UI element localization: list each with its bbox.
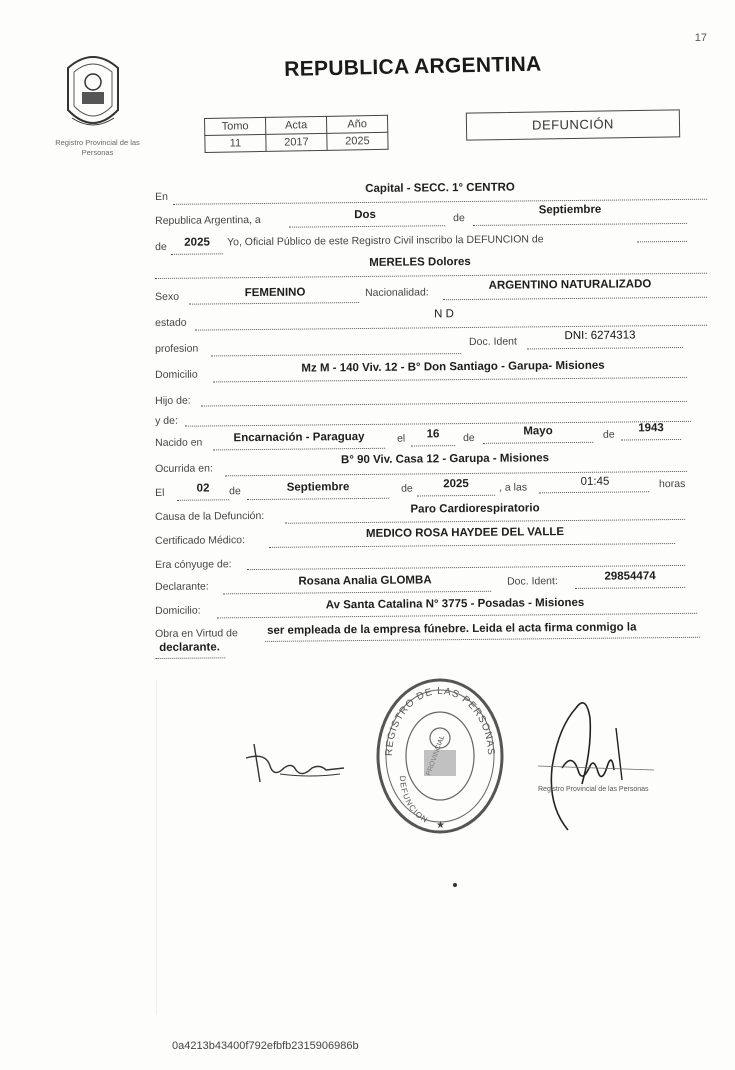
- row-fecha: [155, 475, 691, 502]
- stamp-star: ★: [436, 820, 445, 831]
- nacido-year: 1943: [638, 422, 664, 435]
- nacido-el-label: el: [396, 432, 406, 445]
- ocurrida-label: Ocurrida en:: [155, 462, 213, 475]
- estado-value: N D: [434, 308, 454, 321]
- fecha-horas-label: horas: [658, 477, 686, 491]
- causa-label: Causa de la Defunción:: [155, 509, 265, 523]
- declarante-value: Rosana Analia GLOMBA: [298, 574, 432, 588]
- row-declarante: [155, 570, 685, 596]
- profesion-label: profesion: [155, 342, 199, 355]
- act-type-box: DEFUNCIÓN: [466, 109, 680, 140]
- deceased-name: MERELES Dolores: [369, 255, 471, 269]
- row-sexo: [155, 278, 707, 306]
- year-de-label: de: [155, 240, 167, 253]
- ink-dot: [453, 883, 457, 887]
- stamp-ring-bottom: DEFUNCION: [397, 775, 430, 825]
- certificado-label: Certificado Médico:: [155, 534, 246, 547]
- declarante-label: Declarante:: [155, 580, 209, 593]
- fecha-de2-label: de: [400, 482, 413, 495]
- obra-value-line1: ser empleada de la empresa fúnebre. Leida el acta firma conmigo la: [266, 621, 637, 637]
- ocurrida-value: B° 90 Viv. Casa 12 - Garupa - Misiones: [340, 452, 550, 467]
- fecha-time: 01:45: [580, 475, 610, 488]
- stamp-ring-top: REGISTRO DE LAS PERSONAS: [383, 685, 497, 757]
- de-label: de: [453, 212, 465, 225]
- provincial-seal-logo: [62, 48, 124, 134]
- nacionalidad-label: Nacionalidad:: [364, 286, 429, 299]
- domicilio-value: Mz M - 140 Viv. 12 - B° Don Santiago - Garupa- Misiones: [301, 359, 605, 375]
- en-label: En: [155, 190, 168, 203]
- row-domicilio-declarante: [155, 597, 697, 620]
- signature-caption: Registro Provincial de las Personas: [538, 786, 649, 793]
- fecha-year: 2025: [443, 477, 469, 491]
- document-hash: 0a4213b43400f792efbfb2315906986b: [172, 1040, 359, 1052]
- nacido-de2-label: de: [602, 428, 615, 441]
- registry-stamp: [372, 676, 508, 836]
- page-number: 17: [694, 32, 707, 44]
- row-hijo-de: [155, 387, 687, 410]
- sexo-value: FEMENINO: [244, 286, 306, 300]
- row-causa: [155, 503, 685, 526]
- row-year: [155, 233, 687, 256]
- nacionalidad-value: ARGENTINO NATURALIZADO: [488, 278, 652, 292]
- logo-caption: Registro Provincial de las Personas: [55, 138, 140, 157]
- nacido-place: Encarnación - Paraguay: [233, 430, 365, 445]
- tomo-value: 11: [205, 134, 266, 152]
- act-reference-table: [204, 115, 389, 153]
- obra-label: Obra en Virtud de: [155, 627, 238, 640]
- row-obra: [155, 621, 700, 666]
- doc-ident-label: Doc. Ident: [468, 335, 517, 348]
- row-domicilio: [155, 361, 687, 384]
- acta-value: 2017: [266, 133, 327, 151]
- en-value: Capital - SECC. 1° CENTRO: [365, 181, 515, 195]
- hijo-de-label: Hijo de:: [155, 394, 191, 407]
- anio-header: Año: [326, 115, 387, 133]
- domicilio-label: Domicilio: [155, 368, 198, 381]
- declarante-doc-value: 29854474: [604, 570, 656, 583]
- month-value: Septiembre: [538, 203, 602, 217]
- declarante-doc-label: Doc. Ident:: [506, 575, 558, 588]
- domicilio2-value: Av Santa Catalina N° 3775 - Posadas - Misiones: [325, 596, 585, 612]
- document-title: REPUBLICA ARGENTINA: [284, 52, 542, 81]
- acta-header: Acta: [265, 116, 326, 134]
- certificado-value: MEDICO ROSA HAYDEE DEL VALLE: [365, 526, 565, 540]
- doc-ident-value: DNI: 6274313: [564, 329, 636, 343]
- anio-value: 2025: [327, 132, 388, 150]
- fecha-el-label: El: [155, 486, 165, 499]
- row-nombre: [155, 257, 707, 280]
- page-fold-shadow: [156, 680, 157, 1015]
- fecha-de1-label: de: [229, 485, 241, 498]
- nacido-label: Nacido en: [155, 436, 203, 449]
- republica-label: Republica Argentina, a: [155, 213, 261, 227]
- fecha-month: Septiembre: [286, 481, 350, 494]
- estado-label: estado: [155, 316, 187, 329]
- causa-value: Paro Cardiorespiratorio: [410, 502, 540, 516]
- row-ocurrida: [155, 452, 687, 478]
- row-certificado: [155, 527, 675, 550]
- declarant-signature: [240, 738, 350, 790]
- year-value: 2025: [184, 236, 210, 249]
- row-profesion: [155, 329, 683, 358]
- inscribo-text: Yo, Oficial Público de este Registro Civil inscribo la DEFUNCION de: [226, 233, 544, 249]
- y-de-label: y de:: [155, 414, 178, 427]
- nacido-de1-label: de: [462, 431, 475, 445]
- fecha-alas-label: , a las: [498, 481, 528, 494]
- nacido-day: 16: [426, 428, 440, 441]
- fecha-day: 02: [196, 482, 210, 495]
- tomo-header: Tomo: [205, 117, 266, 135]
- day-value: Dos: [354, 208, 376, 222]
- obra-value-line2: declarante.: [159, 641, 221, 654]
- row-y-de: [155, 407, 691, 430]
- domicilio2-label: Domicilio:: [155, 604, 201, 617]
- sexo-label: Sexo: [155, 290, 180, 303]
- row-republica: [155, 203, 687, 230]
- row-nacido: [155, 422, 681, 452]
- conyuge-label: Era cónyuge de:: [155, 558, 232, 571]
- nacido-month: Mayo: [523, 425, 553, 438]
- officer-signature: [532, 688, 662, 838]
